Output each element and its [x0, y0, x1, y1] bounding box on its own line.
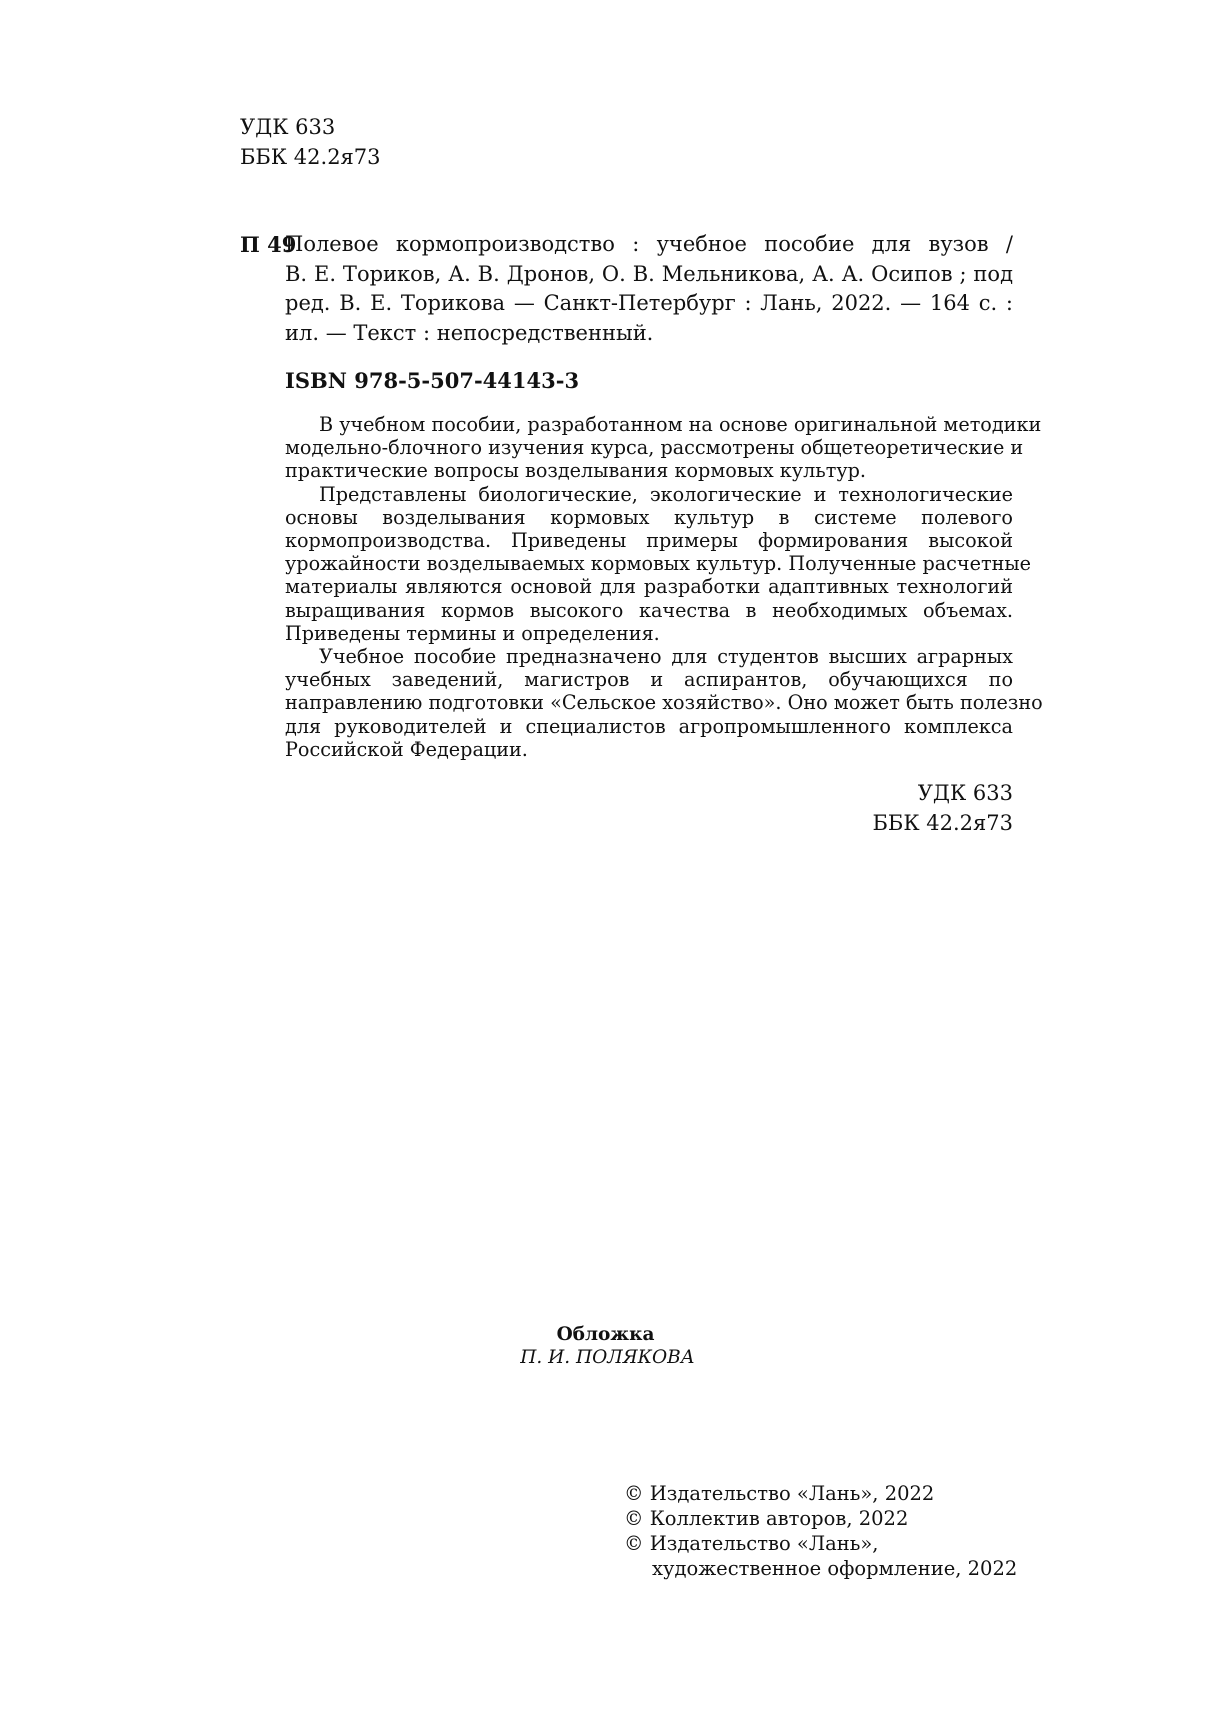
bibliographic-record	[285, 230, 1013, 348]
copyright-line: © Издательство «Лань»,	[624, 1532, 879, 1555]
annotation-line: основы возделывания кормовых культур в системе полевого	[285, 505, 1013, 529]
copyright-block	[624, 1481, 1017, 1581]
copyright-line: © Издательство «Лань», 2022	[624, 1482, 935, 1505]
bib-line: Полевое кормопроизводство : учебное пособие для вузов /	[285, 232, 1013, 256]
cover-label: Обложка	[556, 1324, 655, 1345]
annotation-line: Представлены биологические, экологические и технологические	[319, 482, 1013, 506]
annotation	[285, 413, 1043, 761]
bbk-code-top: ББК 42.2я73	[240, 145, 381, 169]
annotation-line: модельно-блочного изучения курса, рассмотрены общетеоретические и	[285, 436, 1024, 460]
annotation-line: для руководителей и специалистов агропромышленного комплекса	[285, 714, 1013, 738]
annotation-line: кормопроизводства. Приведены примеры формирования высокой	[285, 529, 1013, 553]
bottom-classification	[872, 778, 1013, 838]
copyright-line: © Коллектив авторов, 2022	[624, 1507, 909, 1530]
annotation-line: урожайности возделываемых кормовых культур. Полученные расчетные	[285, 552, 1031, 576]
bib-line: ред. В. Е. Торикова — Санкт-Петербург : Лань, 2022. — 164 с. :	[285, 291, 1013, 315]
annotation-line: Российской Федерации.	[285, 737, 528, 761]
isbn: ISBN 978-5-507-44143-3	[285, 368, 580, 393]
annotation-line: направлению подготовки «Сельское хозяйство». Оно может быть полезно	[285, 691, 1043, 715]
annotation-paragraph	[285, 413, 1042, 483]
annotation-line: учебных заведений, магистров и аспирантов, обучающихся по	[285, 668, 1013, 692]
udk-code-top: УДК 633	[240, 115, 336, 139]
bbk-code-bottom: ББК 42.2я73	[872, 811, 1013, 835]
annotation-line: Учебное пособие предназначено для студентов высших аграрных	[319, 645, 1013, 669]
bib-line: В. Е. Ториков, А. В. Дронов, О. В. Мельникова, А. А. Осипов ; под	[285, 261, 1013, 286]
annotation-paragraph	[285, 482, 1031, 645]
annotation-line: материалы являются основой для разработки адаптивных технологий	[285, 575, 1013, 599]
copyright-line: художественное оформление, 2022	[652, 1557, 1018, 1580]
annotation-line: Приведены термины и определения.	[285, 621, 660, 645]
author-mark: П 49	[240, 232, 297, 257]
annotation-line: выращивания кормов высокого качества в необходимых объемах.	[285, 598, 1013, 622]
cover-credit	[0, 1323, 1211, 1369]
cover-designer: П. И. ПОЛЯКОВА	[520, 1347, 695, 1368]
annotation-line: практические вопросы возделывания кормовых культур.	[285, 459, 866, 483]
annotation-paragraph	[285, 645, 1043, 761]
top-classification	[240, 112, 381, 172]
annotation-line: В учебном пособии, разработанном на основе оригинальной методики	[319, 413, 1042, 436]
udk-code-bottom: УДК 633	[917, 781, 1013, 805]
bib-line: ил. — Текст : непосредственный.	[285, 320, 654, 345]
